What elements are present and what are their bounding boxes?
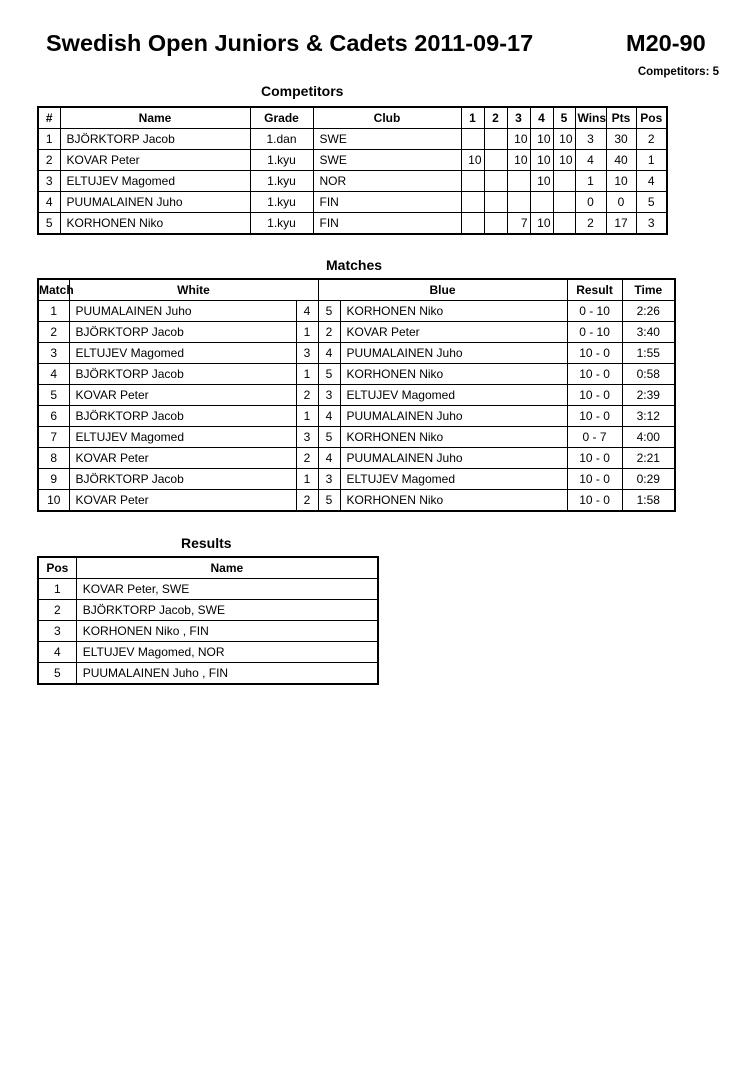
points-cell: 0 bbox=[606, 192, 636, 213]
score-cell bbox=[484, 129, 507, 150]
time-cell: 0:58 bbox=[622, 364, 675, 385]
results-header-row bbox=[38, 557, 378, 579]
competitor-club-cell: SWE bbox=[313, 150, 461, 171]
results-table bbox=[37, 556, 379, 685]
time-cell: 2:39 bbox=[622, 385, 675, 406]
result-cell: 10 - 0 bbox=[567, 490, 622, 512]
page-title: Swedish Open Juniors & Cadets 2011-09-17 bbox=[46, 30, 534, 56]
match-number-cell: 6 bbox=[38, 406, 69, 427]
wins-cell: 1 bbox=[575, 171, 606, 192]
blue-name-cell: KORHONEN Niko bbox=[340, 364, 567, 385]
result-cell: 10 - 0 bbox=[567, 406, 622, 427]
score-cell: 10 bbox=[553, 129, 575, 150]
column-header: Wins bbox=[575, 107, 606, 129]
competitor-name-cell: ELTUJEV Magomed bbox=[60, 171, 250, 192]
result-cell: 0 - 10 bbox=[567, 322, 622, 343]
result-cell: 0 - 7 bbox=[567, 427, 622, 448]
competitor-name-cell: KORHONEN Niko bbox=[60, 213, 250, 235]
points-cell: 17 bbox=[606, 213, 636, 235]
table-row bbox=[38, 385, 675, 406]
match-number-cell: 1 bbox=[38, 301, 69, 322]
score-cell bbox=[484, 213, 507, 235]
blue-number-cell: 4 bbox=[318, 448, 340, 469]
score-cell bbox=[507, 192, 530, 213]
blue-number-cell: 2 bbox=[318, 322, 340, 343]
score-cell: 10 bbox=[530, 171, 553, 192]
time-cell: 0:29 bbox=[622, 469, 675, 490]
column-header: Match bbox=[38, 279, 69, 301]
competitor-number-cell: 2 bbox=[38, 150, 60, 171]
column-header: 4 bbox=[530, 107, 553, 129]
column-header: White bbox=[69, 279, 318, 301]
column-header: Result bbox=[567, 279, 622, 301]
table-row bbox=[38, 322, 675, 343]
score-cell: 10 bbox=[530, 213, 553, 235]
white-name-cell: BJÖRKTORP Jacob bbox=[69, 406, 296, 427]
position-cell: 5 bbox=[636, 192, 667, 213]
table-row bbox=[38, 406, 675, 427]
white-number-cell: 1 bbox=[296, 469, 318, 490]
blue-name-cell: PUUMALAINEN Juho bbox=[340, 406, 567, 427]
wins-cell: 2 bbox=[575, 213, 606, 235]
wins-cell: 4 bbox=[575, 150, 606, 171]
match-number-cell: 3 bbox=[38, 343, 69, 364]
matches-table bbox=[37, 278, 676, 512]
position-cell: 1 bbox=[636, 150, 667, 171]
score-cell bbox=[484, 192, 507, 213]
competitor-grade-cell: 1.kyu bbox=[250, 213, 313, 235]
time-cell: 2:21 bbox=[622, 448, 675, 469]
column-header: Club bbox=[313, 107, 461, 129]
position-cell: 4 bbox=[636, 171, 667, 192]
category-code: M20-90 bbox=[626, 30, 706, 56]
result-position-cell: 4 bbox=[38, 642, 76, 663]
competitor-club-cell: SWE bbox=[313, 129, 461, 150]
competitor-grade-cell: 1.kyu bbox=[250, 192, 313, 213]
table-row bbox=[38, 490, 675, 512]
time-cell: 2:26 bbox=[622, 301, 675, 322]
white-number-cell: 1 bbox=[296, 406, 318, 427]
blue-number-cell: 4 bbox=[318, 406, 340, 427]
table-row bbox=[38, 171, 667, 192]
column-header: Pts bbox=[606, 107, 636, 129]
match-number-cell: 9 bbox=[38, 469, 69, 490]
column-header: Pos bbox=[636, 107, 667, 129]
page-header bbox=[46, 30, 726, 60]
white-name-cell: ELTUJEV Magomed bbox=[69, 343, 296, 364]
score-cell bbox=[461, 192, 484, 213]
blue-name-cell: KORHONEN Niko bbox=[340, 427, 567, 448]
result-position-cell: 2 bbox=[38, 600, 76, 621]
result-position-cell: 5 bbox=[38, 663, 76, 685]
result-position-cell: 3 bbox=[38, 621, 76, 642]
white-number-cell: 4 bbox=[296, 301, 318, 322]
competitor-name-cell: PUUMALAINEN Juho bbox=[60, 192, 250, 213]
score-cell bbox=[484, 171, 507, 192]
column-header: Pos bbox=[38, 557, 76, 579]
blue-name-cell: ELTUJEV Magomed bbox=[340, 385, 567, 406]
column-header: 2 bbox=[484, 107, 507, 129]
points-cell: 30 bbox=[606, 129, 636, 150]
competitor-grade-cell: 1.kyu bbox=[250, 150, 313, 171]
score-cell bbox=[461, 213, 484, 235]
score-cell: 10 bbox=[507, 150, 530, 171]
competitors-header-row bbox=[38, 107, 667, 129]
blue-name-cell: PUUMALAINEN Juho bbox=[340, 448, 567, 469]
result-cell: 0 - 10 bbox=[567, 301, 622, 322]
score-cell: 10 bbox=[530, 150, 553, 171]
competitors-table bbox=[37, 106, 668, 235]
result-name-cell: BJÖRKTORP Jacob, SWE bbox=[76, 600, 378, 621]
competitor-club-cell: FIN bbox=[313, 192, 461, 213]
matches-header-row bbox=[38, 279, 675, 301]
blue-name-cell: PUUMALAINEN Juho bbox=[340, 343, 567, 364]
table-row bbox=[38, 192, 667, 213]
result-cell: 10 - 0 bbox=[567, 448, 622, 469]
score-cell: 10 bbox=[461, 150, 484, 171]
score-cell bbox=[507, 171, 530, 192]
result-name-cell: PUUMALAINEN Juho , FIN bbox=[76, 663, 378, 685]
score-cell bbox=[461, 171, 484, 192]
table-row bbox=[38, 448, 675, 469]
result-cell: 10 - 0 bbox=[567, 364, 622, 385]
score-cell bbox=[553, 213, 575, 235]
match-number-cell: 8 bbox=[38, 448, 69, 469]
table-row bbox=[38, 150, 667, 171]
white-name-cell: BJÖRKTORP Jacob bbox=[69, 469, 296, 490]
competitor-number-cell: 5 bbox=[38, 213, 60, 235]
blue-name-cell: ELTUJEV Magomed bbox=[340, 469, 567, 490]
table-row bbox=[38, 642, 378, 663]
table-row bbox=[38, 621, 378, 642]
white-name-cell: KOVAR Peter bbox=[69, 490, 296, 512]
blue-number-cell: 3 bbox=[318, 385, 340, 406]
score-cell: 10 bbox=[553, 150, 575, 171]
score-cell bbox=[553, 192, 575, 213]
result-position-cell: 1 bbox=[38, 579, 76, 600]
result-name-cell: KORHONEN Niko , FIN bbox=[76, 621, 378, 642]
blue-number-cell: 5 bbox=[318, 427, 340, 448]
white-name-cell: ELTUJEV Magomed bbox=[69, 427, 296, 448]
match-number-cell: 2 bbox=[38, 322, 69, 343]
column-header: 5 bbox=[553, 107, 575, 129]
table-row bbox=[38, 427, 675, 448]
match-number-cell: 5 bbox=[38, 385, 69, 406]
column-header: Time bbox=[622, 279, 675, 301]
competitor-club-cell: NOR bbox=[313, 171, 461, 192]
table-row bbox=[38, 301, 675, 322]
table-row bbox=[38, 600, 378, 621]
white-number-cell: 3 bbox=[296, 343, 318, 364]
white-name-cell: KOVAR Peter bbox=[69, 385, 296, 406]
match-number-cell: 7 bbox=[38, 427, 69, 448]
result-cell: 10 - 0 bbox=[567, 343, 622, 364]
competitors-count: Competitors: 5 bbox=[637, 66, 719, 78]
competitor-club-cell: FIN bbox=[313, 213, 461, 235]
results-section-title: Results bbox=[181, 535, 232, 551]
white-number-cell: 2 bbox=[296, 448, 318, 469]
column-header: Grade bbox=[250, 107, 313, 129]
table-row bbox=[38, 364, 675, 385]
score-cell: 10 bbox=[507, 129, 530, 150]
competitor-number-cell: 1 bbox=[38, 129, 60, 150]
score-cell: 10 bbox=[530, 129, 553, 150]
score-cell bbox=[553, 171, 575, 192]
column-header: Name bbox=[60, 107, 250, 129]
white-name-cell: PUUMALAINEN Juho bbox=[69, 301, 296, 322]
table-row bbox=[38, 663, 378, 685]
competitors-section-title: Competitors bbox=[261, 83, 344, 99]
points-cell: 40 bbox=[606, 150, 636, 171]
blue-name-cell: KOVAR Peter bbox=[340, 322, 567, 343]
competitor-name-cell: KOVAR Peter bbox=[60, 150, 250, 171]
score-cell bbox=[530, 192, 553, 213]
column-header: 3 bbox=[507, 107, 530, 129]
white-number-cell: 2 bbox=[296, 490, 318, 512]
column-header: Name bbox=[76, 557, 378, 579]
wins-cell: 3 bbox=[575, 129, 606, 150]
blue-name-cell: KORHONEN Niko bbox=[340, 490, 567, 512]
table-row bbox=[38, 129, 667, 150]
result-name-cell: ELTUJEV Magomed, NOR bbox=[76, 642, 378, 663]
blue-number-cell: 5 bbox=[318, 301, 340, 322]
blue-number-cell: 4 bbox=[318, 343, 340, 364]
table-row bbox=[38, 469, 675, 490]
position-cell: 3 bbox=[636, 213, 667, 235]
white-name-cell: BJÖRKTORP Jacob bbox=[69, 364, 296, 385]
blue-number-cell: 5 bbox=[318, 490, 340, 512]
result-cell: 10 - 0 bbox=[567, 469, 622, 490]
points-cell: 10 bbox=[606, 171, 636, 192]
match-number-cell: 10 bbox=[38, 490, 69, 512]
blue-number-cell: 3 bbox=[318, 469, 340, 490]
white-number-cell: 3 bbox=[296, 427, 318, 448]
blue-number-cell: 5 bbox=[318, 364, 340, 385]
score-cell: 7 bbox=[507, 213, 530, 235]
white-name-cell: BJÖRKTORP Jacob bbox=[69, 322, 296, 343]
time-cell: 1:58 bbox=[622, 490, 675, 512]
result-name-cell: KOVAR Peter, SWE bbox=[76, 579, 378, 600]
competitor-name-cell: BJÖRKTORP Jacob bbox=[60, 129, 250, 150]
blue-name-cell: KORHONEN Niko bbox=[340, 301, 567, 322]
score-cell bbox=[461, 129, 484, 150]
table-row bbox=[38, 213, 667, 235]
position-cell: 2 bbox=[636, 129, 667, 150]
competitor-number-cell: 3 bbox=[38, 171, 60, 192]
competitor-number-cell: 4 bbox=[38, 192, 60, 213]
competitor-grade-cell: 1.dan bbox=[250, 129, 313, 150]
wins-cell: 0 bbox=[575, 192, 606, 213]
time-cell: 1:55 bbox=[622, 343, 675, 364]
time-cell: 3:40 bbox=[622, 322, 675, 343]
table-row bbox=[38, 579, 378, 600]
column-header: # bbox=[38, 107, 60, 129]
match-number-cell: 4 bbox=[38, 364, 69, 385]
white-number-cell: 1 bbox=[296, 322, 318, 343]
score-cell bbox=[484, 150, 507, 171]
result-cell: 10 - 0 bbox=[567, 385, 622, 406]
white-number-cell: 1 bbox=[296, 364, 318, 385]
white-number-cell: 2 bbox=[296, 385, 318, 406]
competitor-grade-cell: 1.kyu bbox=[250, 171, 313, 192]
table-row bbox=[38, 343, 675, 364]
column-header: 1 bbox=[461, 107, 484, 129]
white-name-cell: KOVAR Peter bbox=[69, 448, 296, 469]
time-cell: 3:12 bbox=[622, 406, 675, 427]
time-cell: 4:00 bbox=[622, 427, 675, 448]
column-header: Blue bbox=[318, 279, 567, 301]
matches-section-title: Matches bbox=[326, 257, 383, 273]
